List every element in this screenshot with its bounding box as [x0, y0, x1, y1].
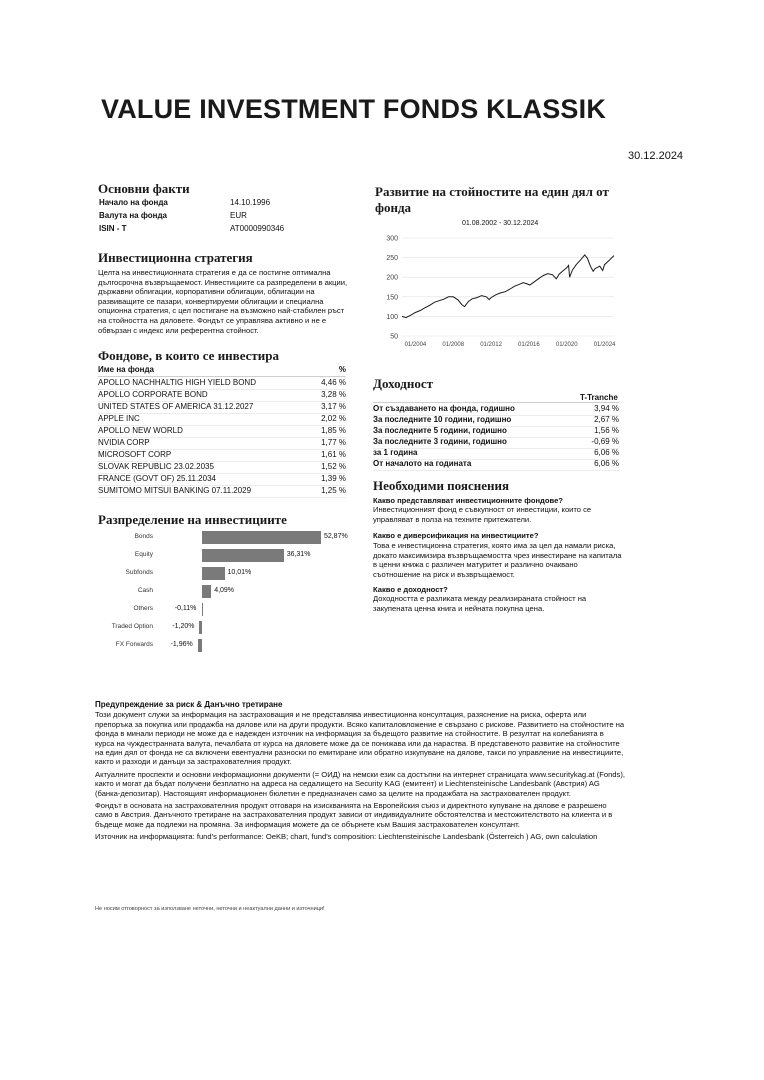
y-axis-ticks — [386, 236, 398, 341]
holding-row — [98, 462, 346, 474]
risk-warning-paragraph: Фондът в основата на застрахователния продукт отговаря на изискванията на Европейския съюз и директното купуване на дялове е разрешено само в Австрия. Данъчното третиране на застрахователния продукт зависи от индивидуалните обстоятелства и местожителството на клиента и в бъдеще може да подлежи на промяна. За информация можете да се обърнете към Вашия застрахователен консултант. — [95, 801, 613, 829]
holding-row — [98, 390, 346, 402]
key-facts-heading: Основни факти — [98, 181, 190, 196]
holding-name: APOLLO CORPORATE BOND — [98, 390, 208, 399]
holding-row — [98, 438, 346, 450]
document-title: VALUE INVESTMENT FONDS KLASSIK — [101, 94, 607, 124]
x-tick-label: 01/2020 — [555, 342, 578, 348]
holding-pct: 1,39 % — [321, 474, 346, 483]
report-date: 30.12.2024 — [628, 150, 684, 162]
key-fact-value: EUR — [230, 211, 247, 220]
holding-row — [98, 378, 346, 390]
disclaimer-footer: Не носим отговорност за използване неточни, неточни и неактуални данни и източници! — [95, 906, 325, 912]
y-grid — [402, 238, 614, 336]
performance-line-chart — [370, 230, 620, 352]
holding-name: APOLLO NEW WORLD — [98, 426, 183, 435]
allocation-bar — [198, 639, 202, 652]
holding-name: FRANCE (GOVT OF) 25.11.2034 — [98, 474, 216, 483]
faq-answer: Доходността е разликата между реализираната стойност на закупената ценна книга и нейната покупна цена. — [373, 594, 587, 613]
returns-col-header: T-Tranche — [580, 393, 618, 402]
allocation-value: -1,96% — [170, 641, 193, 648]
y-tick-label: 50 — [390, 333, 398, 341]
x-tick-label: 01/2004 — [404, 342, 427, 348]
holding-pct: 1,77 % — [321, 438, 346, 447]
performance-period: 01.08.2002 - 30.12.2024 — [462, 220, 539, 227]
holdings-heading: Фондове, в които се инвестира — [98, 348, 279, 363]
faq-question: Какво е доходност? — [373, 585, 448, 594]
key-fact-label: ISIN - T — [99, 224, 127, 233]
allocation-heading: Разпределение на инвестициите — [98, 512, 287, 527]
holding-row — [98, 426, 346, 438]
allocation-bar — [202, 549, 284, 562]
allocation-label: Others — [133, 605, 153, 612]
x-tick-label: 01/2024 — [593, 342, 616, 348]
allocation-bar — [202, 531, 321, 544]
holding-pct: 1,85 % — [321, 426, 346, 435]
holdings-header — [98, 365, 346, 377]
holding-name: APOLLO NACHHALTIG HIGH YIELD BOND — [98, 378, 256, 387]
key-fact-label: Валута на фонда — [99, 211, 167, 220]
allocation-bar — [202, 567, 225, 580]
returns-value: -0,69 % — [591, 437, 619, 446]
x-tick-label: 01/2012 — [480, 342, 502, 348]
key-fact-value: 14.10.1996 — [230, 198, 271, 207]
holdings-col-name: Име на фонда — [98, 365, 154, 374]
x-axis-ticks — [405, 342, 616, 348]
strategy-heading: Инвестиционна стратегия — [98, 250, 253, 265]
returns-divider — [373, 402, 619, 403]
returns-heading: Доходност — [373, 376, 433, 391]
faq-answer: Това е инвестиционна стратегия, която има за цел да намали риска, докато максимизира възвръщаемостта чрез инвестиране на капитала в ценни книжа с различен матуритет и различно очаквано съотношение на риск и възвръщаемост. — [373, 541, 622, 579]
holding-pct: 2,02 % — [321, 414, 346, 423]
returns-value: 3,94 % — [594, 404, 619, 413]
y-tick-label: 300 — [386, 235, 398, 243]
allocation-label: Subfonds — [125, 569, 153, 576]
returns-row — [373, 459, 619, 471]
holding-row — [98, 414, 346, 426]
y-tick-label: 200 — [386, 274, 398, 282]
returns-value: 1,56 % — [594, 426, 619, 435]
faq-question: Какво представляват инвестиционните фондове? — [373, 496, 563, 505]
holding-pct: 1,25 % — [321, 486, 346, 495]
performance-heading: Развитие на стойностите на един дял от фонда — [375, 184, 609, 215]
returns-label: За последните 3 години, годишно — [373, 437, 507, 446]
holding-pct: 1,61 % — [321, 450, 346, 459]
allocation-label: Equity — [134, 551, 153, 558]
x-tick-label: 01/2008 — [442, 342, 465, 348]
returns-label: От създаването на фонда, годишно — [373, 404, 515, 413]
holding-name: MICROSOFT CORP — [98, 450, 172, 459]
holding-pct: 4,46 % — [321, 378, 346, 387]
returns-value: 6,06 % — [594, 459, 619, 468]
y-tick-label: 100 — [386, 313, 398, 321]
risk-warning — [95, 700, 625, 845]
holding-name: APPLE INC — [98, 414, 140, 423]
strategy-text: Целта на инвестиционната стратегия е да се постигне оптимална дългосрочна възвръщаемост. Инвестициите са разпределени в акции, държавни облигации, корпоративни облигации, облигации на развиващите се пазари, конвертируеми облигации и специална опционна стратегия, с цел постигане на възможно най-стабилен ръст на стойността на дяловете. Фондът се управлява активно и не е обвързан с индекс или референтна стойност. — [98, 268, 348, 335]
returns-value: 2,67 % — [594, 415, 619, 424]
y-tick-label: 150 — [386, 294, 398, 302]
risk-warning-paragraph: Актуалните проспекти и основни информационни документи (= ОИД) на немски език са достъпни на интернет страницата www.securitykag.at (Fonds), както и могат да бъдат получени безплатно на адреса на седалището на Security KAG (емитент) и Liechtensteinische Landesbank (Австрия) AG (банка-депозитар). Настоящият информационен бюлетин е предназначен само за целите на продажбата на застрахователен продукт. — [95, 769, 625, 798]
performance-line — [402, 255, 614, 318]
returns-value: 6,06 % — [594, 448, 619, 457]
source-note: Източник на информацията: fund's performance: OeKB; chart, fund's composition: Liechtensteinische Landesbank (Österreich ) AG, own calculation — [95, 832, 598, 842]
holdings-col-pct: % — [338, 365, 346, 374]
allocation-label: Bonds — [134, 533, 153, 540]
holding-row — [98, 450, 346, 462]
holding-pct: 1,52 % — [321, 462, 346, 471]
allocation-value: -1,20% — [172, 623, 195, 630]
returns-label: за 1 година — [373, 448, 418, 457]
holding-row — [98, 402, 346, 414]
risk-warning-paragraph: Този документ служи за информация на застраховащия и не представлява инвестиционна консултация, разяснение на риска, оферта или препоръка за покупка или продажба на дялове или на други продукти. Всяко капиталовложение е свързано с рискове. Развитието на стойностите на фонда в минали периоди не може да е надежден източник на информация за бъдещото развитие на стойностите. В резултат на колебанията в курса на чуждестранната валута, печалбата от курса на дяловете може да се понижава или да нараства. В представеното развитие на стойностите на един дял от фонда не са включени евентуални разноски по емитиране или обратно изкупуване на дялове, такси по управление на инвестициите, както и разходи и данъци за застрахователния продукт. — [95, 710, 625, 767]
returns-label: От началото на годината — [373, 459, 472, 468]
returns-label: За последните 5 години, годишно — [373, 426, 507, 435]
faq-answer: Инвестиционният фонд е съвкупност от инвестиции, които се управляват в полза на техните притежатели. — [373, 505, 592, 524]
holding-name: SUMITOMO MITSUI BANKING 07.11.2029 — [98, 486, 252, 495]
allocation-value: -0,11% — [174, 605, 197, 612]
risk-warning-heading: Предупреждение за риск & Данъчно третиране — [95, 700, 283, 709]
holding-pct: 3,28 % — [321, 390, 346, 399]
key-fact-label: Начало на фонда — [99, 198, 168, 207]
key-fact-value: AT0000990346 — [230, 224, 285, 233]
y-tick-label: 250 — [386, 255, 398, 263]
allocation-label: Traded Option — [111, 623, 153, 630]
allocation-value: 4,09% — [214, 587, 235, 594]
x-tick-label: 01/2016 — [518, 342, 540, 348]
allocation-bar — [199, 621, 202, 634]
explanations-heading: Необходими пояснения — [373, 478, 509, 493]
holding-name: SLOVAK REPUBLIC 23.02.2035 — [98, 462, 214, 471]
holding-name: NVIDIA CORP — [98, 438, 150, 447]
returns-label: За последните 10 години, годишно — [373, 415, 512, 424]
allocation-bar — [202, 585, 211, 598]
faq-question: Какво е диверсификация на инвестициите? — [373, 531, 539, 540]
allocation-value: 10,01% — [227, 569, 252, 576]
holding-row — [98, 474, 346, 486]
allocation-label: Cash — [137, 587, 153, 594]
allocation-value: 36,31% — [286, 551, 311, 558]
allocation-value: 52,87% — [323, 533, 348, 540]
holding-pct: 3,17 % — [321, 402, 346, 411]
holding-row — [98, 486, 346, 498]
holding-name: UNITED STATES OF AMERICA 31.12.2027 — [98, 402, 254, 411]
allocation-label: FX Forwards — [115, 641, 153, 648]
